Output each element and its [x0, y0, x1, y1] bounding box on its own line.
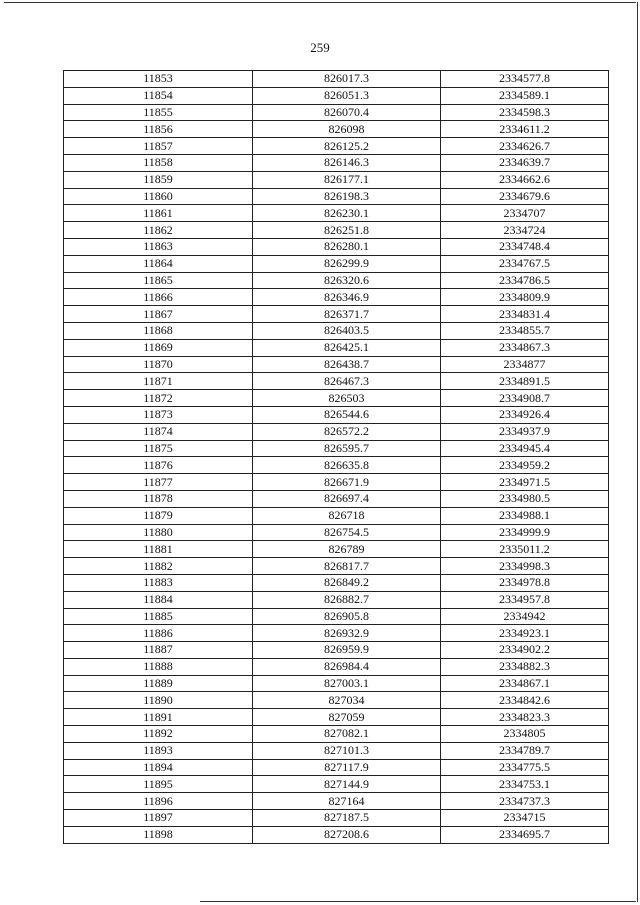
table-row	[64, 591, 609, 608]
y-coordinate-cell: 2334748.4	[441, 238, 609, 255]
x-coordinate-cell: 826403.5	[253, 322, 441, 339]
point-number-cell: 11891	[64, 709, 253, 726]
x-coordinate-cell: 827082.1	[253, 726, 441, 743]
y-coordinate-cell: 2334882.3	[441, 658, 609, 675]
table-row	[64, 742, 609, 759]
y-coordinate-cell: 2334753.1	[441, 776, 609, 793]
x-coordinate-cell: 826932.9	[253, 625, 441, 642]
y-coordinate-cell: 2334831.4	[441, 306, 609, 323]
table-row	[64, 171, 609, 188]
table-row	[64, 272, 609, 289]
point-number-cell: 11878	[64, 490, 253, 507]
x-coordinate-cell: 826882.7	[253, 591, 441, 608]
x-coordinate-cell: 826125.2	[253, 138, 441, 155]
point-number-cell: 11875	[64, 440, 253, 457]
point-number-cell: 11873	[64, 406, 253, 423]
table-row	[64, 356, 609, 373]
x-coordinate-cell: 826425.1	[253, 339, 441, 356]
x-coordinate-cell: 827208.6	[253, 826, 441, 843]
table-row	[64, 121, 609, 138]
y-coordinate-cell: 2334945.4	[441, 440, 609, 457]
point-number-cell: 11869	[64, 339, 253, 356]
table-row	[64, 289, 609, 306]
table-row	[64, 238, 609, 255]
point-number-cell: 11870	[64, 356, 253, 373]
point-number-cell: 11890	[64, 692, 253, 709]
table-row	[64, 692, 609, 709]
y-coordinate-cell: 2334724	[441, 222, 609, 239]
table-row	[64, 793, 609, 810]
x-coordinate-cell: 827034	[253, 692, 441, 709]
table-row	[64, 490, 609, 507]
table-row	[64, 188, 609, 205]
y-coordinate-cell: 2334695.7	[441, 826, 609, 843]
table-row	[64, 776, 609, 793]
y-coordinate-cell: 2334805	[441, 726, 609, 743]
x-coordinate-cell: 826051.3	[253, 87, 441, 104]
y-coordinate-cell: 2334891.5	[441, 373, 609, 390]
x-coordinate-cell: 826146.3	[253, 154, 441, 171]
point-number-cell: 11865	[64, 272, 253, 289]
y-coordinate-cell: 2334980.5	[441, 490, 609, 507]
point-number-cell: 11885	[64, 608, 253, 625]
y-coordinate-cell: 2334877	[441, 356, 609, 373]
point-number-cell: 11864	[64, 255, 253, 272]
x-coordinate-cell: 827059	[253, 709, 441, 726]
table-row	[64, 642, 609, 659]
x-coordinate-cell: 827003.1	[253, 675, 441, 692]
y-coordinate-cell: 2334902.2	[441, 642, 609, 659]
point-number-cell: 11863	[64, 238, 253, 255]
table-row	[64, 205, 609, 222]
table-row	[64, 558, 609, 575]
y-coordinate-cell: 2334971.5	[441, 474, 609, 491]
x-coordinate-cell: 826789	[253, 541, 441, 558]
point-number-cell: 11883	[64, 574, 253, 591]
x-coordinate-cell: 826595.7	[253, 440, 441, 457]
table-row	[64, 87, 609, 104]
x-coordinate-cell: 826230.1	[253, 205, 441, 222]
table-row	[64, 373, 609, 390]
point-number-cell: 11867	[64, 306, 253, 323]
table-row	[64, 104, 609, 121]
table-row	[64, 440, 609, 457]
point-number-cell: 11868	[64, 322, 253, 339]
y-coordinate-cell: 2334789.7	[441, 742, 609, 759]
point-number-cell: 11895	[64, 776, 253, 793]
table-row	[64, 541, 609, 558]
coordinates-table	[63, 70, 609, 844]
point-number-cell: 11888	[64, 658, 253, 675]
table-row	[64, 457, 609, 474]
point-number-cell: 11882	[64, 558, 253, 575]
x-coordinate-cell: 826346.9	[253, 289, 441, 306]
x-coordinate-cell: 826544.6	[253, 406, 441, 423]
point-number-cell: 11857	[64, 138, 253, 155]
table-row	[64, 709, 609, 726]
x-coordinate-cell: 827187.5	[253, 810, 441, 827]
y-coordinate-cell: 2334626.7	[441, 138, 609, 155]
table-row	[64, 339, 609, 356]
page-border-bottom	[200, 901, 636, 902]
table-row	[64, 322, 609, 339]
x-coordinate-cell: 827117.9	[253, 759, 441, 776]
table-row	[64, 826, 609, 843]
y-coordinate-cell: 2334775.5	[441, 759, 609, 776]
y-coordinate-cell: 2334715	[441, 810, 609, 827]
y-coordinate-cell: 2334926.4	[441, 406, 609, 423]
table-row	[64, 759, 609, 776]
table-row	[64, 255, 609, 272]
table-row	[64, 608, 609, 625]
y-coordinate-cell: 2334999.9	[441, 524, 609, 541]
point-number-cell: 11876	[64, 457, 253, 474]
point-number-cell: 11894	[64, 759, 253, 776]
y-coordinate-cell: 2334767.5	[441, 255, 609, 272]
x-coordinate-cell: 826635.8	[253, 457, 441, 474]
table-row	[64, 524, 609, 541]
table-row	[64, 658, 609, 675]
table-row	[64, 574, 609, 591]
point-number-cell: 11884	[64, 591, 253, 608]
x-coordinate-cell: 826467.3	[253, 373, 441, 390]
x-coordinate-cell: 826098	[253, 121, 441, 138]
x-coordinate-cell: 826718	[253, 507, 441, 524]
y-coordinate-cell: 2334855.7	[441, 322, 609, 339]
page-number: 259	[310, 40, 330, 55]
x-coordinate-cell: 827164	[253, 793, 441, 810]
x-coordinate-cell: 827101.3	[253, 742, 441, 759]
x-coordinate-cell: 826754.5	[253, 524, 441, 541]
point-number-cell: 11896	[64, 793, 253, 810]
table-row	[64, 675, 609, 692]
x-coordinate-cell: 826959.9	[253, 642, 441, 659]
x-coordinate-cell: 827144.9	[253, 776, 441, 793]
point-number-cell: 11892	[64, 726, 253, 743]
table-row	[64, 474, 609, 491]
y-coordinate-cell: 2334639.7	[441, 154, 609, 171]
y-coordinate-cell: 2334978.8	[441, 574, 609, 591]
table-row	[64, 138, 609, 155]
y-coordinate-cell: 2334679.6	[441, 188, 609, 205]
y-coordinate-cell: 2334611.2	[441, 121, 609, 138]
x-coordinate-cell: 826817.7	[253, 558, 441, 575]
y-coordinate-cell: 2334957.8	[441, 591, 609, 608]
y-coordinate-cell: 2334662.6	[441, 171, 609, 188]
table-row	[64, 406, 609, 423]
y-coordinate-cell: 2334959.2	[441, 457, 609, 474]
point-number-cell: 11886	[64, 625, 253, 642]
table-row	[64, 71, 609, 88]
x-coordinate-cell: 826697.4	[253, 490, 441, 507]
y-coordinate-cell: 2334923.1	[441, 625, 609, 642]
y-coordinate-cell: 2335011.2	[441, 541, 609, 558]
page-border-right	[637, 2, 638, 902]
point-number-cell: 11866	[64, 289, 253, 306]
point-number-cell: 11855	[64, 104, 253, 121]
x-coordinate-cell: 826849.2	[253, 574, 441, 591]
point-number-cell: 11893	[64, 742, 253, 759]
x-coordinate-cell: 826070.4	[253, 104, 441, 121]
point-number-cell: 11898	[64, 826, 253, 843]
coordinates-table-body	[64, 71, 609, 844]
table-row	[64, 810, 609, 827]
x-coordinate-cell: 826984.4	[253, 658, 441, 675]
table-row	[64, 625, 609, 642]
x-coordinate-cell: 826572.2	[253, 423, 441, 440]
point-number-cell: 11854	[64, 87, 253, 104]
table-row	[64, 154, 609, 171]
point-number-cell: 11887	[64, 642, 253, 659]
table-row	[64, 222, 609, 239]
x-coordinate-cell: 826438.7	[253, 356, 441, 373]
x-coordinate-cell: 826299.9	[253, 255, 441, 272]
point-number-cell: 11856	[64, 121, 253, 138]
table-row	[64, 306, 609, 323]
y-coordinate-cell: 2334867.1	[441, 675, 609, 692]
x-coordinate-cell: 826017.3	[253, 71, 441, 88]
y-coordinate-cell: 2334988.1	[441, 507, 609, 524]
y-coordinate-cell: 2334737.3	[441, 793, 609, 810]
y-coordinate-cell: 2334786.5	[441, 272, 609, 289]
point-number-cell: 11871	[64, 373, 253, 390]
x-coordinate-cell: 826251.8	[253, 222, 441, 239]
y-coordinate-cell: 2334942	[441, 608, 609, 625]
y-coordinate-cell: 2334823.3	[441, 709, 609, 726]
x-coordinate-cell: 826671.9	[253, 474, 441, 491]
y-coordinate-cell: 2334908.7	[441, 390, 609, 407]
table-row	[64, 423, 609, 440]
point-number-cell: 11860	[64, 188, 253, 205]
point-number-cell: 11877	[64, 474, 253, 491]
point-number-cell: 11853	[64, 71, 253, 88]
x-coordinate-cell: 826280.1	[253, 238, 441, 255]
point-number-cell: 11880	[64, 524, 253, 541]
table-row	[64, 507, 609, 524]
point-number-cell: 11872	[64, 390, 253, 407]
x-coordinate-cell: 826503	[253, 390, 441, 407]
y-coordinate-cell: 2334809.9	[441, 289, 609, 306]
point-number-cell: 11897	[64, 810, 253, 827]
point-number-cell: 11889	[64, 675, 253, 692]
point-number-cell: 11862	[64, 222, 253, 239]
point-number-cell: 11879	[64, 507, 253, 524]
y-coordinate-cell: 2334589.1	[441, 87, 609, 104]
table-row	[64, 726, 609, 743]
page-border-top	[4, 2, 636, 3]
y-coordinate-cell: 2334707	[441, 205, 609, 222]
y-coordinate-cell: 2334598.3	[441, 104, 609, 121]
x-coordinate-cell: 826177.1	[253, 171, 441, 188]
table-row	[64, 390, 609, 407]
x-coordinate-cell: 826905.8	[253, 608, 441, 625]
y-coordinate-cell: 2334937.9	[441, 423, 609, 440]
point-number-cell: 11881	[64, 541, 253, 558]
point-number-cell: 11858	[64, 154, 253, 171]
x-coordinate-cell: 826320.6	[253, 272, 441, 289]
y-coordinate-cell: 2334867.3	[441, 339, 609, 356]
x-coordinate-cell: 826198.3	[253, 188, 441, 205]
y-coordinate-cell: 2334998.3	[441, 558, 609, 575]
point-number-cell: 11859	[64, 171, 253, 188]
y-coordinate-cell: 2334577.8	[441, 71, 609, 88]
point-number-cell: 11861	[64, 205, 253, 222]
x-coordinate-cell: 826371.7	[253, 306, 441, 323]
y-coordinate-cell: 2334842.6	[441, 692, 609, 709]
point-number-cell: 11874	[64, 423, 253, 440]
